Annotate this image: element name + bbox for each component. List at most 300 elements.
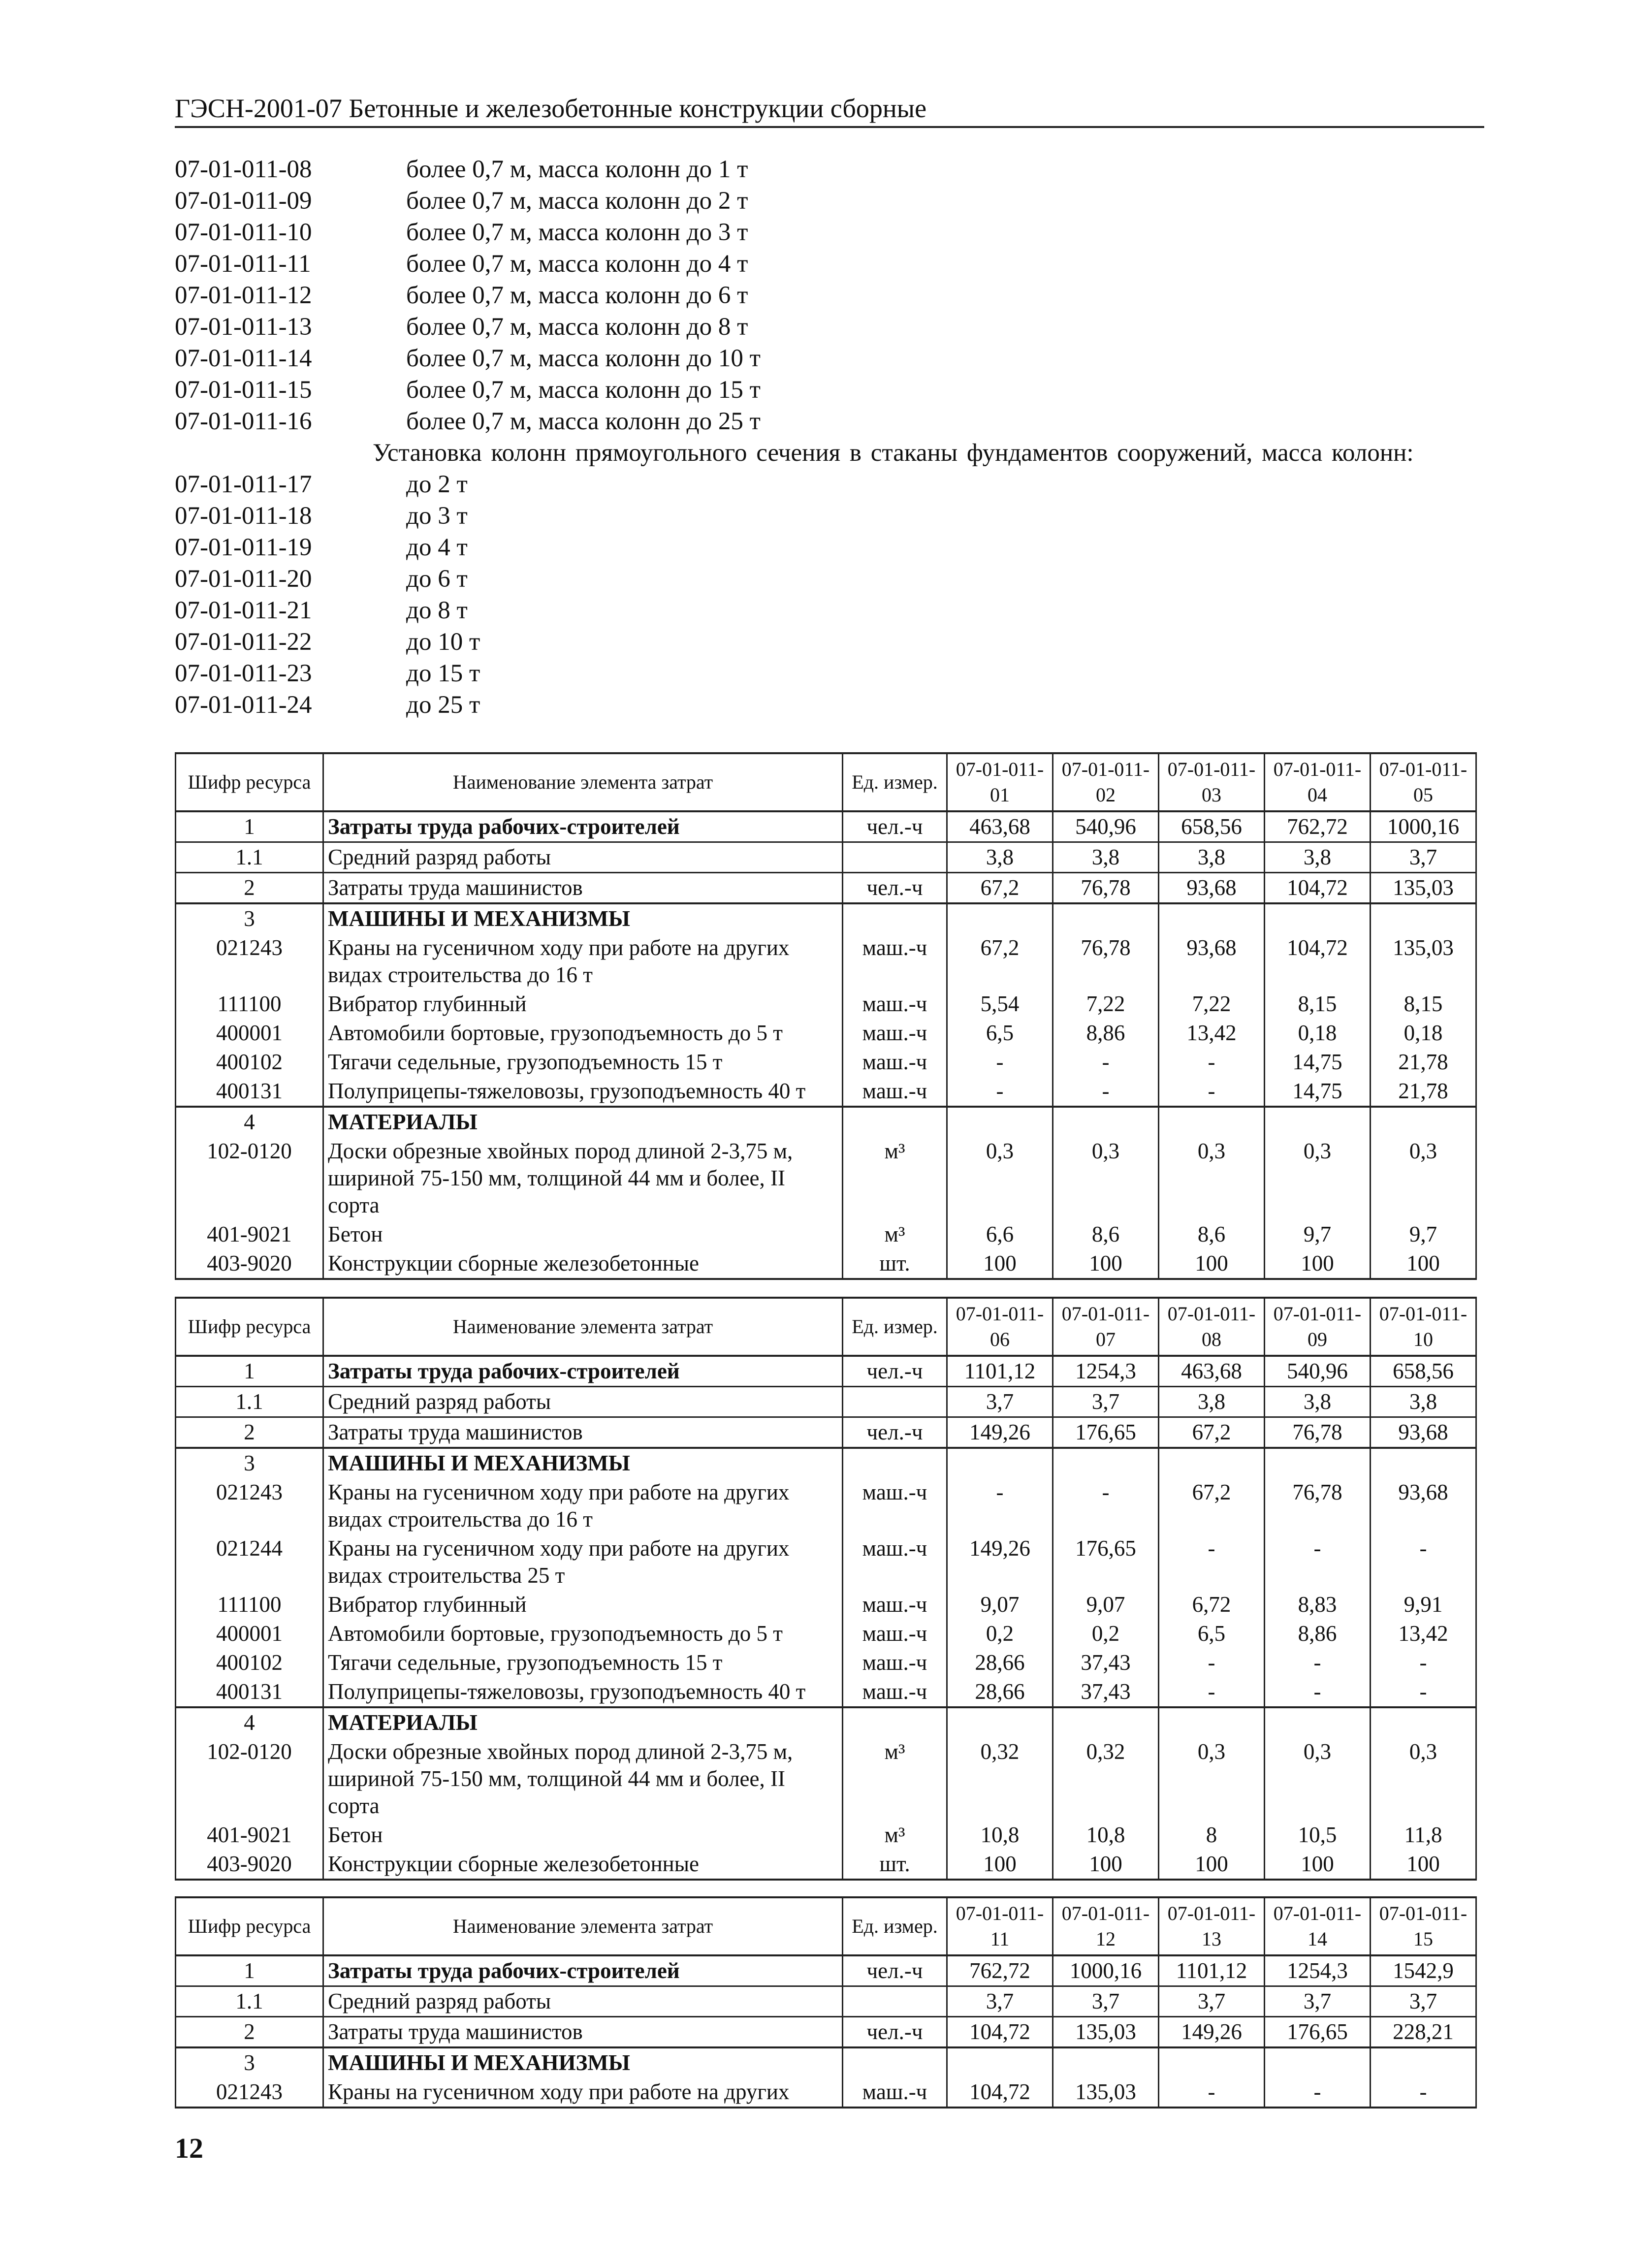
resource-value: 176,65 [1265,2017,1371,2048]
resource-unit: м³ [843,1737,947,1821]
resource-code: 403-9020 [176,1249,323,1279]
resource-value: 1101,12 [1159,1955,1265,1986]
resource-value: 10,8 [947,1821,1053,1850]
resource-value: 104,72 [1265,933,1371,990]
table-row [176,903,1476,933]
resource-value: 100 [1371,1850,1476,1880]
norm-code: 07-01-011-18 [175,502,312,530]
norm-description: более 0,7 м, масса колонн до 8 т [406,313,748,341]
resource-unit: маш.-ч [843,1534,947,1590]
table-row [176,1356,1476,1387]
header-name: Наименование элемента затрат [323,1897,843,1955]
resource-value: 135,03 [1053,2077,1159,2108]
resource-value: 762,72 [1265,811,1371,842]
resource-unit [843,903,947,933]
header-norm-code: 07-01-011-01 [947,753,1053,811]
resource-code: 021243 [176,933,323,990]
header-norm-code: 07-01-011-05 [1371,753,1476,811]
resource-value: - [1159,1048,1265,1077]
table-row [176,2047,1476,2077]
resource-value: 1000,16 [1053,1955,1159,1986]
resource-value: 104,72 [947,2077,1053,2108]
resource-value: 13,42 [1159,1019,1265,1048]
header-norm-code: 07-01-011-04 [1265,753,1371,811]
resource-value: 1254,3 [1265,1955,1371,1986]
resource-value: 21,78 [1371,1077,1476,1107]
table-header-row [176,753,1476,811]
resource-name: МАТЕРИАЛЫ [323,1107,843,1137]
resource-name: Вибратор глубинный [323,1590,843,1619]
resource-code: 021243 [176,2077,323,2108]
resource-table-2 [175,1297,1477,1881]
resource-value: 0,32 [947,1737,1053,1821]
group-title: Установка колонн прямоугольного сечения в стаканы фундаментов сооружений, масса колонн: [373,439,1414,467]
resource-value: - [1265,1534,1371,1590]
resource-name: Доски обрезные хвойных пород длиной 2-3,75 м, шириной 75-150 мм, толщиной 44 мм и более, II сорта [323,1737,843,1821]
resource-table-1 [175,752,1477,1280]
header-unit: Ед. измер. [843,1298,947,1356]
table-header-row [176,1298,1476,1356]
resource-value: 3,8 [1159,842,1265,873]
resource-value: 0,2 [1053,1619,1159,1648]
resource-code: 400102 [176,1648,323,1677]
resource-name: МАТЕРИАЛЫ [323,1707,843,1737]
resource-code: 401-9021 [176,1220,323,1249]
norm-code: 07-01-011-08 [175,156,312,183]
header-unit: Ед. измер. [843,753,947,811]
resource-value: 67,2 [947,873,1053,904]
page-number: 12 [175,2132,203,2164]
resource-value [1053,903,1159,933]
resource-value: - [1371,1677,1476,1707]
table-row [176,1249,1476,1279]
resource-name: Краны на гусеничном ходу при работе на других видах строительства 25 т [323,1534,843,1590]
resource-value: 0,3 [1265,1137,1371,1220]
table-row [176,2077,1476,2108]
resource-value: 100 [1053,1249,1159,1279]
resource-value: 3,8 [1053,842,1159,873]
resource-value [1159,903,1265,933]
resource-code: 1 [176,1955,323,1986]
resource-value: 0,3 [1371,1737,1476,1821]
norm-description: более 0,7 м, масса колонн до 25 т [406,408,761,435]
resource-value: 3,7 [947,1387,1053,1417]
resource-name: Средний разряд работы [323,1387,843,1417]
resource-value: 176,65 [1053,1534,1159,1590]
resource-name: Затраты труда рабочих-строителей [323,811,843,842]
resource-name: МАШИНЫ И МЕХАНИЗМЫ [323,903,843,933]
resource-value: 135,03 [1053,2017,1159,2048]
resource-value: 658,56 [1371,1356,1476,1387]
resource-value: 1542,9 [1371,1955,1476,1986]
table-row [176,990,1476,1019]
resource-value: 0,3 [1371,1137,1476,1220]
resource-name: Тягачи седельные, грузоподъемность 15 т [323,1048,843,1077]
resource-value [1053,2047,1159,2077]
resource-value: - [1371,2077,1476,2108]
resource-value: 8,86 [1265,1619,1371,1648]
resource-value: - [1053,1478,1159,1534]
resource-name: Вибратор глубинный [323,990,843,1019]
resource-value: - [1265,1648,1371,1677]
resource-value: 1101,12 [947,1356,1053,1387]
header-norm-code: 07-01-011-10 [1371,1298,1476,1356]
resource-code: 400102 [176,1048,323,1077]
resource-unit: чел.-ч [843,1417,947,1448]
resource-unit: маш.-ч [843,990,947,1019]
resource-value: 658,56 [1159,811,1265,842]
resource-value [1371,1707,1476,1737]
resource-value: 14,75 [1265,1048,1371,1077]
norm-code: 07-01-011-19 [175,534,312,561]
resource-value: 0,2 [947,1619,1053,1648]
resource-code: 102-0120 [176,1737,323,1821]
table-row [176,873,1476,904]
resource-value: - [947,1077,1053,1107]
table-row [176,1137,1476,1220]
resource-value: 10,8 [1053,1821,1159,1850]
resource-value [947,2047,1053,2077]
resource-code: 4 [176,1707,323,1737]
resource-value: 100 [1265,1850,1371,1880]
resource-value: 11,8 [1371,1821,1476,1850]
resource-name: Бетон [323,1220,843,1249]
resource-value [1265,1107,1371,1137]
table-row [176,1821,1476,1850]
resource-unit: маш.-ч [843,2077,947,2108]
norm-code: 07-01-011-23 [175,660,312,687]
resource-value: 3,7 [947,1986,1053,2017]
resource-value: 8,6 [1053,1220,1159,1249]
list-item [175,280,1499,311]
resource-value: - [947,1048,1053,1077]
table-row [176,1737,1476,1821]
resource-unit [843,1448,947,1478]
resource-unit: м³ [843,1137,947,1220]
resource-value [1371,1107,1476,1137]
resource-value [1159,1448,1265,1478]
resource-value: 8,86 [1053,1019,1159,1048]
resource-value [1265,1707,1371,1737]
resource-value [1265,903,1371,933]
resource-code: 403-9020 [176,1850,323,1880]
header-norm-code: 07-01-011-07 [1053,1298,1159,1356]
resource-value: 9,07 [947,1590,1053,1619]
resource-value: 14,75 [1265,1077,1371,1107]
norm-description: до 4 т [406,534,468,561]
resource-code: 1 [176,1356,323,1387]
table-row [176,1478,1476,1534]
resource-value: - [1053,1048,1159,1077]
resource-value: 8,15 [1265,990,1371,1019]
resource-value: 228,21 [1371,2017,1476,2048]
resource-value [1371,1448,1476,1478]
resource-value [1159,2047,1265,2077]
norm-description: более 0,7 м, масса колонн до 10 т [406,345,761,372]
table-row [176,1534,1476,1590]
resource-value: - [1159,1534,1265,1590]
norm-description: до 10 т [406,628,480,656]
resource-name: Краны на гусеничном ходу при работе на других видах строительства до 16 т [323,1478,843,1534]
list-item [175,626,1499,658]
resource-value: 37,43 [1053,1648,1159,1677]
norm-description: более 0,7 м, масса колонн до 2 т [406,187,748,215]
table-row [176,1986,1476,2017]
norm-description: до 15 т [406,660,480,687]
resource-value: 135,03 [1371,933,1476,990]
norm-description: более 0,7 м, масса колонн до 6 т [406,282,748,309]
resource-value [1371,903,1476,933]
resource-value: 76,78 [1053,873,1159,904]
resource-value: 6,6 [947,1220,1053,1249]
header-norm-code: 07-01-011-08 [1159,1298,1265,1356]
resource-name: Затраты труда машинистов [323,1417,843,1448]
resource-value [1371,2047,1476,2077]
resource-value [947,1448,1053,1478]
resource-unit: маш.-ч [843,1478,947,1534]
resource-value: 9,7 [1265,1220,1371,1249]
resource-value: 149,26 [1159,2017,1265,2048]
header-norm-code: 07-01-011-12 [1053,1897,1159,1955]
resource-unit [843,1986,947,2017]
resource-name: Автомобили бортовые, грузоподъемность до 5 т [323,1619,843,1648]
resource-value: 0,3 [1053,1137,1159,1220]
list-item [175,500,1499,532]
resource-code: 400001 [176,1019,323,1048]
resource-code: 3 [176,903,323,933]
resource-name: Конструкции сборные железобетонные [323,1249,843,1279]
resource-value: 76,78 [1053,933,1159,990]
resource-unit: чел.-ч [843,1356,947,1387]
resource-unit: чел.-ч [843,2017,947,2048]
resource-unit: м³ [843,1220,947,1249]
norm-code: 07-01-011-20 [175,565,312,593]
resource-value: 37,43 [1053,1677,1159,1707]
resource-value: 149,26 [947,1417,1053,1448]
list-item [175,532,1499,563]
resource-unit: шт. [843,1249,947,1279]
resource-value: 67,2 [1159,1417,1265,1448]
resource-value: 0,3 [947,1137,1053,1220]
norm-description: до 8 т [406,597,468,624]
resource-name: Доски обрезные хвойных пород длиной 2-3,75 м, шириной 75-150 мм, толщиной 44 мм и более, II сорта [323,1137,843,1220]
resource-value: 3,7 [1371,842,1476,873]
resource-value: 3,7 [1053,1986,1159,2017]
resource-name: Полуприцепы-тяжеловозы, грузоподъемность 40 т [323,1677,843,1707]
resource-name: Затраты труда рабочих-строителей [323,1356,843,1387]
resource-value: 9,7 [1371,1220,1476,1249]
resource-unit: чел.-ч [843,873,947,904]
resource-value: 3,8 [1371,1387,1476,1417]
table-row [176,1955,1476,1986]
resource-code: 1.1 [176,842,323,873]
resource-code: 3 [176,2047,323,2077]
resource-value: 1000,16 [1371,811,1476,842]
resource-value: 10,5 [1265,1821,1371,1850]
resource-value: 3,7 [1265,1986,1371,2017]
resource-value: 93,68 [1371,1478,1476,1534]
norm-description: до 25 т [406,691,480,719]
resource-unit: шт. [843,1850,947,1880]
norm-code: 07-01-011-16 [175,408,312,435]
resource-code: 2 [176,873,323,904]
resource-value: - [1265,1677,1371,1707]
list-item [175,689,1499,721]
table-row [176,1619,1476,1648]
resource-name: Средний разряд работы [323,842,843,873]
norm-description: до 3 т [406,502,468,530]
resource-value [1053,1107,1159,1137]
resource-table-3 [175,1896,1477,2108]
header-norm-code: 07-01-011-13 [1159,1897,1265,1955]
resource-value: 7,22 [1159,990,1265,1019]
table-row [176,1048,1476,1077]
resource-value [1159,1707,1265,1737]
list-item [175,658,1499,689]
resource-value: - [1265,2077,1371,2108]
resource-value: 762,72 [947,1955,1053,1986]
resource-code: 2 [176,1417,323,1448]
resource-value: - [1159,1677,1265,1707]
norm-code: 07-01-011-10 [175,219,312,246]
resource-unit: маш.-ч [843,1619,947,1648]
resource-code: 111100 [176,990,323,1019]
header-code: Шифр ресурса [176,1298,323,1356]
resource-value: 8,15 [1371,990,1476,1019]
resource-value [1159,1107,1265,1137]
resource-unit [843,2047,947,2077]
resource-unit: маш.-ч [843,933,947,990]
resource-value: - [1159,1077,1265,1107]
resource-value [1265,1448,1371,1478]
resource-value: 100 [947,1249,1053,1279]
resource-value: 3,8 [1159,1387,1265,1417]
norm-code: 07-01-011-17 [175,471,312,498]
resource-value: - [1159,1648,1265,1677]
norm-code: 07-01-011-14 [175,345,312,372]
resource-name: МАШИНЫ И МЕХАНИЗМЫ [323,1448,843,1478]
table-row [176,842,1476,873]
resource-value: 3,7 [1159,1986,1265,2017]
table-row [176,1850,1476,1880]
resource-unit [843,1107,947,1137]
table-row [176,1707,1476,1737]
list-item [175,563,1499,595]
list-item [175,374,1499,406]
resource-value: 13,42 [1371,1619,1476,1648]
resource-value [1053,1448,1159,1478]
norm-description: более 0,7 м, масса колонн до 4 т [406,250,748,278]
resource-value: 76,78 [1265,1417,1371,1448]
resource-value: 104,72 [947,2017,1053,2048]
table-row [176,1019,1476,1048]
resource-name: Средний разряд работы [323,1986,843,2017]
resource-value: 6,5 [947,1019,1053,1048]
header-code: Шифр ресурса [176,1897,323,1955]
resource-value: 100 [947,1850,1053,1880]
table-row [176,1648,1476,1677]
resource-value: 3,7 [1053,1387,1159,1417]
list-item [175,469,1499,500]
resource-name: Краны на гусеничном ходу при работе на других [323,2077,843,2108]
resource-value: 1254,3 [1053,1356,1159,1387]
resource-value: 104,72 [1265,873,1371,904]
norm-code: 07-01-011-21 [175,597,312,624]
list-item [175,217,1499,248]
header-norm-code: 07-01-011-03 [1159,753,1265,811]
table-row [176,2017,1476,2048]
resource-value [1053,1707,1159,1737]
header-unit: Ед. измер. [843,1897,947,1955]
resource-name: Тягачи седельные, грузоподъемность 15 т [323,1648,843,1677]
resource-value: - [1053,1077,1159,1107]
resource-code: 401-9021 [176,1821,323,1850]
header-norm-code: 07-01-011-15 [1371,1897,1476,1955]
resource-value: 8 [1159,1821,1265,1850]
norm-code: 07-01-011-15 [175,376,312,404]
resource-unit: маш.-ч [843,1077,947,1107]
list-item [175,154,1499,185]
resource-code: 021244 [176,1534,323,1590]
resource-code: 1 [176,811,323,842]
resource-value: 8,6 [1159,1220,1265,1249]
resource-value: 8,83 [1265,1590,1371,1619]
resource-value: 9,91 [1371,1590,1476,1619]
resource-value: 93,68 [1159,873,1265,904]
table-header-row [176,1897,1476,1955]
header-norm-code: 07-01-011-14 [1265,1897,1371,1955]
resource-value: 6,72 [1159,1590,1265,1619]
resource-value [947,903,1053,933]
resource-value: 463,68 [947,811,1053,842]
resource-value: 100 [1159,1850,1265,1880]
resource-value: 0,3 [1265,1737,1371,1821]
resource-code: 2 [176,2017,323,2048]
resource-value [947,1107,1053,1137]
resource-name: Затраты труда рабочих-строителей [323,1955,843,1986]
header-norm-code: 07-01-011-06 [947,1298,1053,1356]
table-row [176,933,1476,990]
table-row [176,1387,1476,1417]
table-row [176,1220,1476,1249]
resource-unit [843,1387,947,1417]
resource-value: 100 [1371,1249,1476,1279]
page-header: ГЭСН-2001-07 Бетонные и железобетонные конструкции сборные [175,93,1484,128]
resource-name: Конструкции сборные железобетонные [323,1850,843,1880]
norm-description: более 0,7 м, масса колонн до 1 т [406,156,748,183]
resource-value: 0,18 [1371,1019,1476,1048]
resource-value: 3,7 [1371,1986,1476,2017]
norm-code: 07-01-011-09 [175,187,312,215]
resource-unit: маш.-ч [843,1019,947,1048]
norm-code: 07-01-011-24 [175,691,312,719]
resource-value: 0,32 [1053,1737,1159,1821]
header-name: Наименование элемента затрат [323,1298,843,1356]
resource-value: 0,3 [1159,1137,1265,1220]
norm-code: 07-01-011-13 [175,313,312,341]
list-item [175,343,1499,374]
resource-code: 102-0120 [176,1137,323,1220]
table-row [176,1448,1476,1478]
code-list-bottom [175,469,1499,721]
resource-value: 6,5 [1159,1619,1265,1648]
resource-value: 21,78 [1371,1048,1476,1077]
resource-value: 135,03 [1371,873,1476,904]
resource-unit: чел.-ч [843,1955,947,1986]
resource-name: Автомобили бортовые, грузоподъемность до 5 т [323,1019,843,1048]
header-norm-code: 07-01-011-02 [1053,753,1159,811]
resource-value: 76,78 [1265,1478,1371,1534]
